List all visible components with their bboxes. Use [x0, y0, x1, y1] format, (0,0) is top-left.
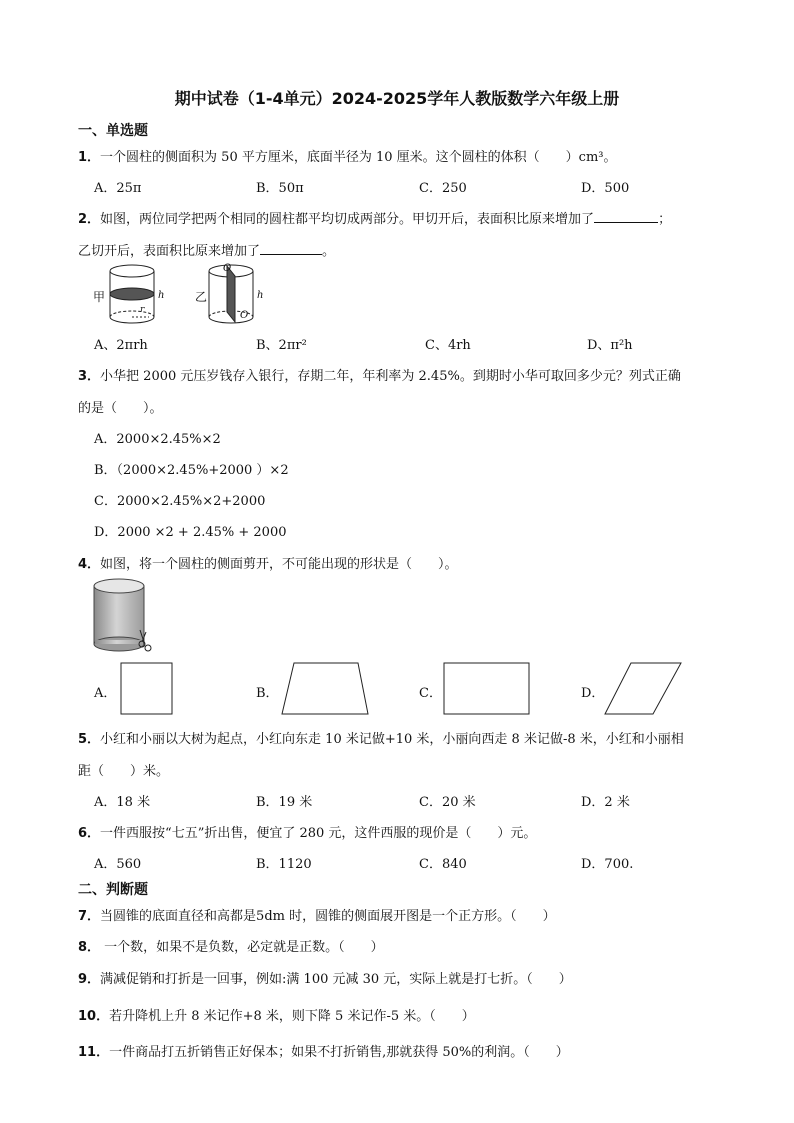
- q6-option-b[interactable]: B．1120: [256, 857, 312, 872]
- question-text: 满减促销和打折是一回事，例如:满 100 元减 30 元，实际上就是打七折。（ ）: [100, 972, 572, 987]
- q2-option-d[interactable]: D、π²h: [587, 338, 633, 353]
- q4-option-a[interactable]: A．: [94, 686, 117, 701]
- question-number: 10．: [78, 1009, 110, 1024]
- square-shape-option: [120, 662, 174, 716]
- question-8: [78, 936, 384, 955]
- question-number: 9．: [78, 972, 101, 987]
- q1-option-c[interactable]: C．250: [419, 181, 467, 196]
- question-3-line-1: [78, 365, 681, 384]
- rectangle-shape-option: [443, 662, 531, 716]
- parallelogram-shape-option: [603, 662, 683, 716]
- q5-option-c[interactable]: C．20 米: [419, 795, 476, 810]
- question-4: [78, 553, 458, 572]
- question-1: [78, 146, 616, 165]
- cylinder-horizontal-cut-figure: [105, 262, 165, 330]
- q2-option-c[interactable]: C、4rh: [425, 338, 471, 353]
- section-heading-true-false: 二、判断题: [78, 882, 148, 898]
- q2-option-b[interactable]: B、2πr²: [256, 338, 307, 353]
- q3-option-b[interactable]: B．（2000×2.45%+2000 ）×2: [94, 463, 289, 478]
- q3-option-c[interactable]: C．2000×2.45%×2+2000: [94, 494, 266, 509]
- question-3-line-2: 的是（ ）。: [78, 401, 163, 416]
- q6-option-c[interactable]: C．840: [419, 857, 467, 872]
- answer-blank-1[interactable]: [594, 210, 658, 223]
- question-text: 一个数，如果不是负数，必定就是正数。（ ）: [100, 940, 384, 955]
- figure-o-bottom-label: O: [240, 310, 249, 321]
- q2-option-a[interactable]: A、2πrh: [94, 338, 148, 353]
- punctuation: ；: [658, 212, 672, 227]
- question-2-line-1: [78, 208, 671, 227]
- question-number: 6．: [78, 826, 101, 841]
- q1-option-d[interactable]: D．500: [581, 181, 630, 196]
- q6-option-d[interactable]: D．700.: [581, 857, 634, 872]
- question-text: 乙切开后，表面积比原来增加了: [78, 244, 261, 259]
- answer-blank-2[interactable]: [260, 242, 322, 255]
- question-text: 若升降机上升 8 米记作+8 米，则下降 5 米记作-5 米。（ ）: [109, 1009, 475, 1024]
- figure-h-label: h: [257, 290, 264, 301]
- q1-option-b[interactable]: B．50π: [256, 181, 304, 196]
- q4-option-b[interactable]: B．: [256, 686, 279, 701]
- question-text: 如图，两位同学把两个相同的圆柱都平均切成两部分。甲切开后，表面积比原来增加了: [100, 212, 595, 227]
- q5-option-a[interactable]: A．18 米: [94, 795, 151, 810]
- q5-option-b[interactable]: B．19 米: [256, 795, 313, 810]
- cylinder-vertical-cut-figure: [205, 262, 265, 330]
- q3-option-a[interactable]: A．2000×2.45%×2: [94, 432, 221, 447]
- question-2-line-2: [78, 240, 335, 259]
- question-text: 小华把 2000 元压岁钱存入银行，存期二年，年利率为 2.45%。到期时小华可取回多少元？列式正确: [100, 369, 681, 384]
- question-text: 如图，将一个圆柱的侧面剪开，不可能出现的形状是（ ）。: [100, 557, 458, 572]
- question-text: 当圆锥的底面直径和高都是5dm 时，圆锥的侧面展开图是一个正方形。（ ）: [100, 909, 556, 924]
- question-number: 11．: [78, 1045, 110, 1060]
- question-11: [78, 1041, 569, 1060]
- question-number: 1．: [78, 150, 101, 165]
- question-number: 5．: [78, 732, 101, 747]
- question-number: 2．: [78, 212, 101, 227]
- question-text: 小红和小丽以大树为起点，小红向东走 10 米记做+10 米，小丽向西走 8 米记做-8 米，小红和小丽相: [100, 732, 684, 747]
- q3-option-d[interactable]: D．2000 ×2 + 2.45% + 2000: [94, 525, 287, 540]
- question-number: 4．: [78, 557, 101, 572]
- cylinder-with-scissors-figure: [90, 578, 154, 654]
- figure-label-jia: 甲: [93, 290, 106, 304]
- q5-option-d[interactable]: D．2 米: [581, 795, 630, 810]
- question-number: 8．: [78, 940, 101, 955]
- figure-o-top-label: O: [223, 263, 232, 274]
- page-title: 期中试卷（1-4单元）2024-2025学年人教版数学六年级上册: [174, 89, 620, 108]
- question-number: 3．: [78, 369, 101, 384]
- question-text: 一件商品打五折销售正好保本；如果不打折销售,那就获得 50%的利润。（ ）: [109, 1045, 569, 1060]
- section-heading-single-choice: 一、单选题: [78, 123, 148, 139]
- question-5-line-2: 距（ ）米。: [78, 764, 170, 779]
- question-5-line-1: [78, 728, 684, 747]
- q4-option-d[interactable]: D．: [581, 686, 605, 701]
- q1-option-a[interactable]: A．25π: [94, 181, 142, 196]
- figure-r-label: r: [140, 305, 145, 315]
- question-text: 一个圆柱的侧面积为 50 平方厘米，底面半径为 10 厘米。这个圆柱的体积（ ）cm³。: [100, 150, 617, 165]
- q4-option-c[interactable]: C．: [419, 686, 442, 701]
- question-number: 7．: [78, 909, 101, 924]
- trapezoid-shape-option: [280, 662, 370, 716]
- question-6: [78, 822, 536, 841]
- figure-label-yi: 乙: [195, 290, 208, 304]
- figure-h-label: h: [158, 290, 165, 301]
- q6-option-a[interactable]: A．560: [94, 857, 142, 872]
- question-text: 一件西服按“七五”折出售，便宜了 280 元，这件西服的现价是（ ）元。: [100, 826, 537, 841]
- question-7: [78, 905, 556, 924]
- punctuation: 。: [322, 244, 336, 259]
- question-9: [78, 968, 572, 987]
- question-10: [78, 1005, 475, 1024]
